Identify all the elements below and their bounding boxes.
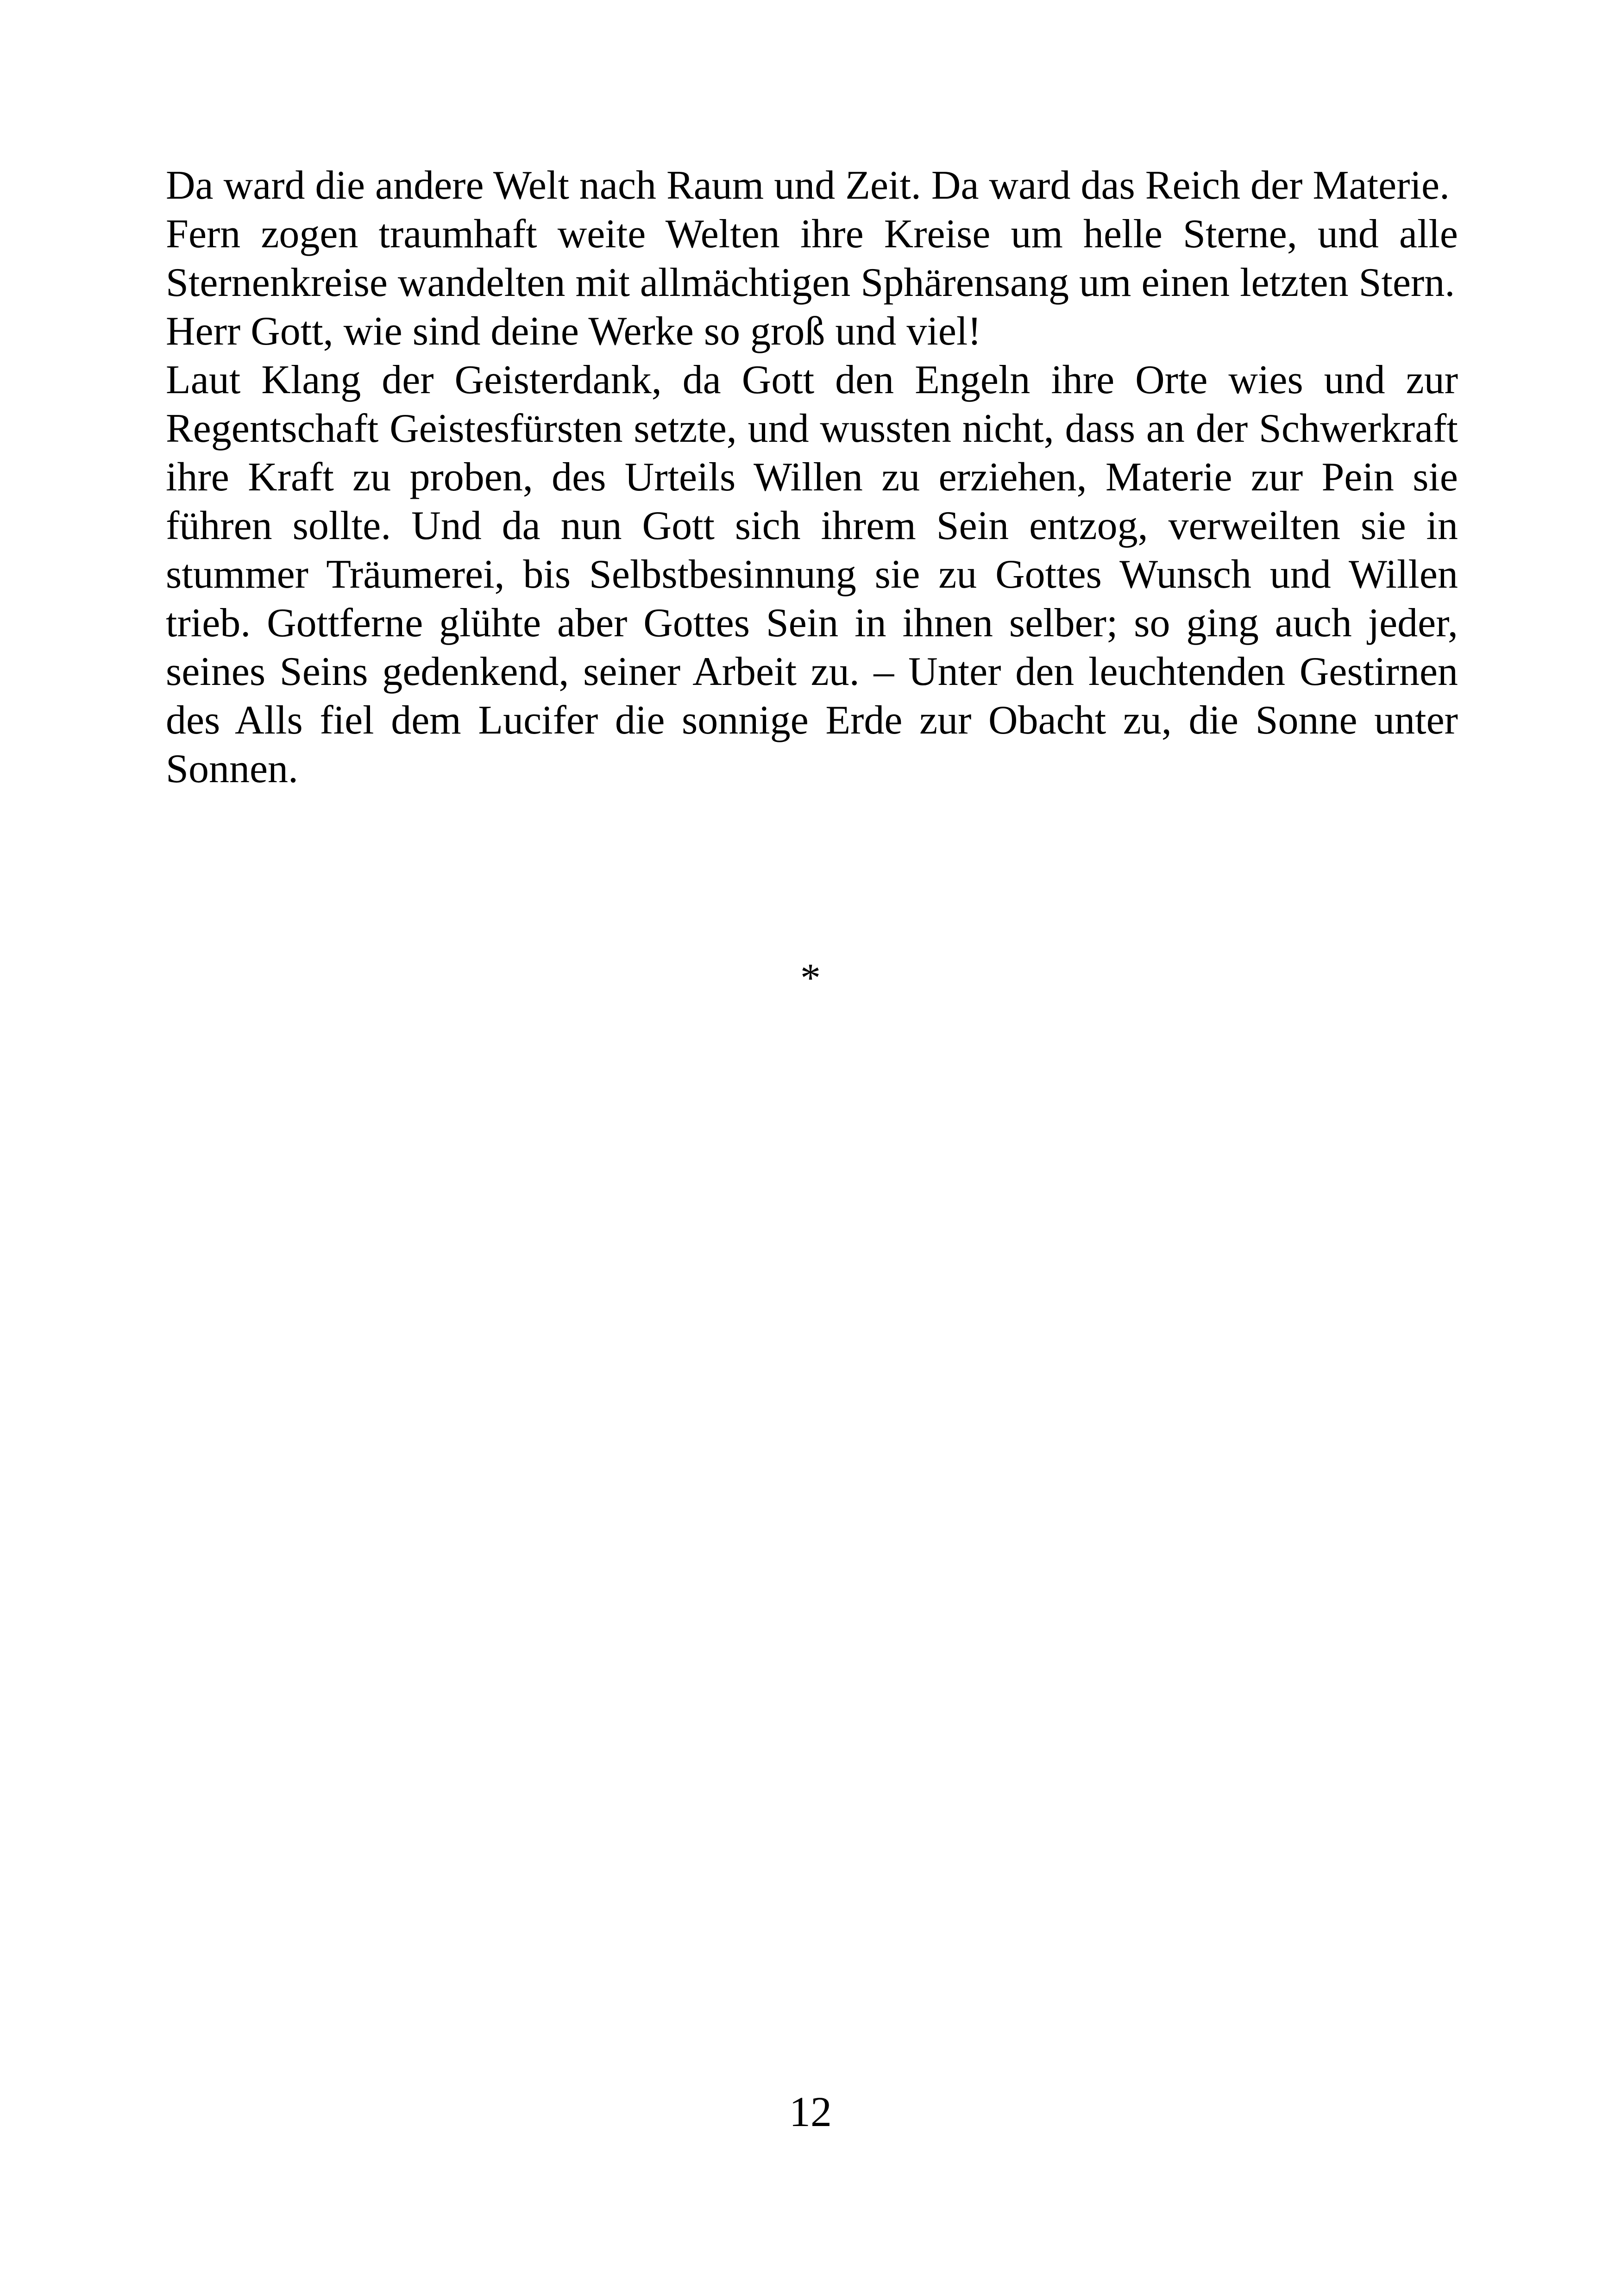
section-separator: *	[800, 956, 821, 1001]
paragraph-4: Laut Klang der Geisterdank, da Gott den Engeln ihre Orte wies und zur Regentschaft Geistesfürsten setzte, und wussten nicht, dass an der Schwerkraft ihre Kraft zu proben, des Urteils Willen zu erziehen, Materie zur Pein sie führen sollte. Und da nun Gott sich ihrem Sein entzog, verweilten sie in stummer Träumerei, bis Selbstbesinnung sie zu Gottes Wunsch und Willen trieb. Gottferne glühte aber Gottes Sein in ihnen selber; so ging auch jeder, seines Seins gedenkend, seiner Arbeit zu. – Unter den leuchtenden Gestirnen des Alls fiel dem Lucifer die sonnige Erde zur Obacht zu, die Sonne unter Sonnen.	[166, 358, 1458, 791]
page-number: 12	[789, 2088, 832, 2135]
paragraph-2: Fern zogen traumhaft weite Welten ihre Kreise um helle Sterne, und alle Sternenkreise wandelten mit allmächtigen Sphärensang um einen letzten Stern.	[166, 212, 1458, 305]
body-text	[166, 161, 1458, 793]
paragraph-3: Herr Gott, wie sind deine Werke so groß und viel!	[166, 309, 981, 354]
paragraph-1: Da ward die andere Welt nach Raum und Zeit. Da ward das Reich der Materie.	[166, 163, 1450, 208]
